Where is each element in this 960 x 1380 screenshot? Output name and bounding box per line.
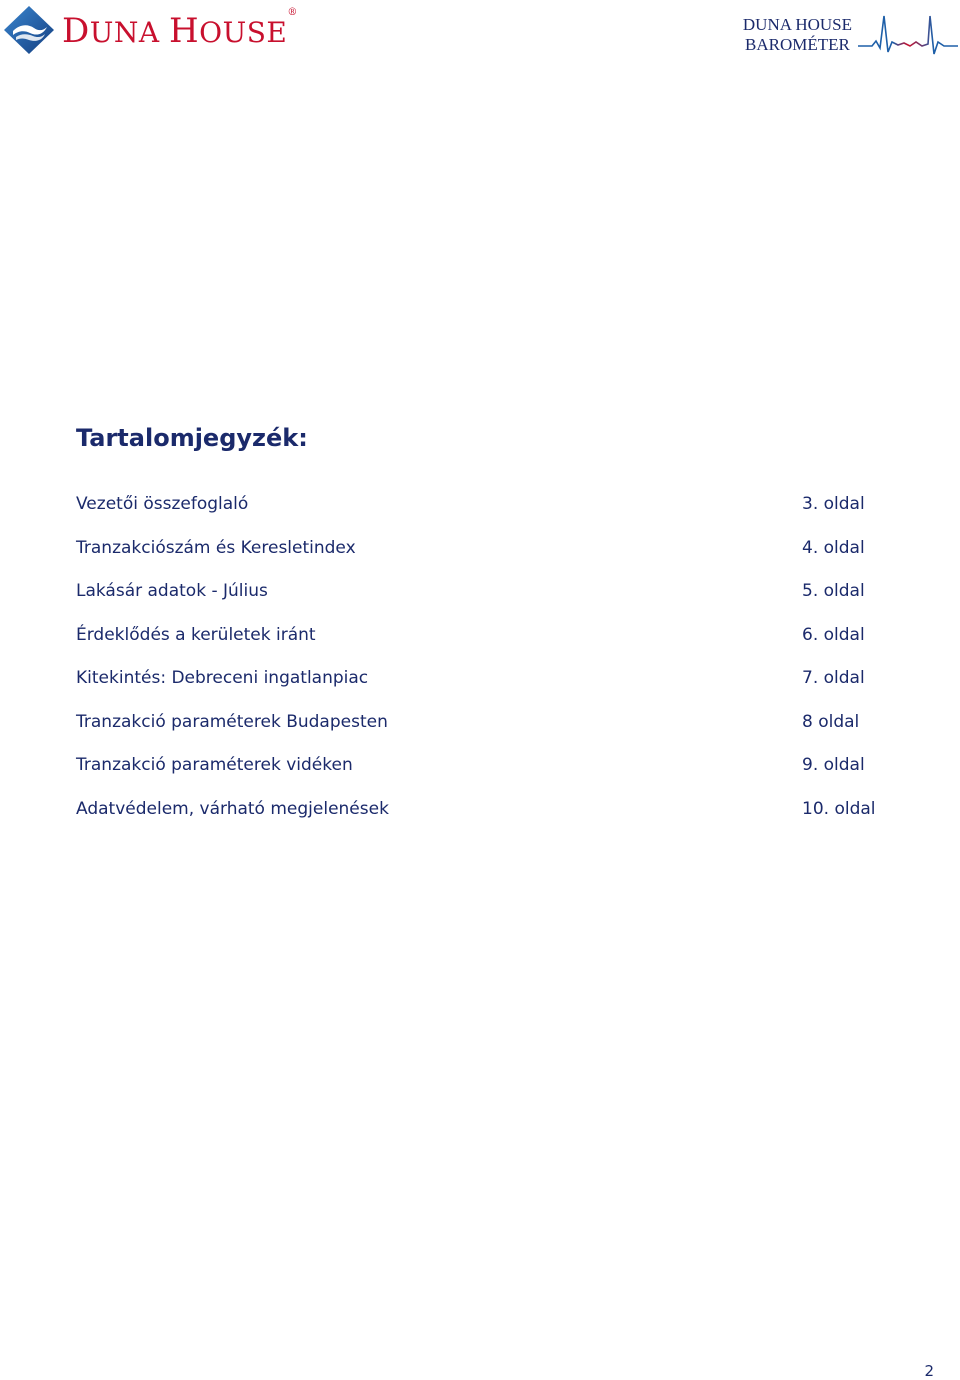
- barometer-line-2: BAROMÉTER: [745, 35, 850, 54]
- toc-entry-page: 10. oldal: [802, 798, 876, 819]
- toc-entry-label: Adatvédelem, várható megjelenések: [76, 798, 389, 819]
- duna-house-diamond-icon: [2, 4, 56, 56]
- toc-entry-data-protection[interactable]: [76, 799, 886, 843]
- toc-list: [76, 494, 886, 842]
- heartbeat-line-icon: [858, 12, 958, 58]
- barometer-wordmark: [743, 15, 852, 55]
- toc-entry-label: Kitekintés: Debreceni ingatlanpiac: [76, 668, 369, 688]
- toc-entry-district-interest[interactable]: [76, 625, 886, 669]
- toc-entry-label: Tranzakció paraméterek Budapesten: [76, 711, 388, 732]
- toc-entry-label: Tranzakciószám és Keresletindex: [76, 537, 356, 558]
- logo-letter-h: H: [168, 11, 200, 51]
- barometer-line-1: DUNA HOUSE: [742, 15, 852, 34]
- toc-entry-page: 3. oldal: [802, 494, 865, 514]
- logo-word-una: UNA: [89, 16, 169, 49]
- toc-entry-label: Érdeklődés a kerületek iránt: [76, 624, 316, 645]
- duna-house-logo: [2, 4, 298, 56]
- registered-mark: ®: [287, 7, 298, 18]
- page-number: 2: [924, 1362, 934, 1380]
- toc-entry-debrecen-market[interactable]: [76, 668, 886, 712]
- toc-entry-page: 6. oldal: [802, 624, 865, 645]
- toc-entry-label: Vezetői összefoglaló: [76, 494, 249, 514]
- toc-entry-transactions-demand[interactable]: [76, 538, 886, 582]
- toc-entry-apartment-prices[interactable]: [76, 581, 886, 625]
- toc-entry-page: 8 oldal: [802, 711, 860, 732]
- toc-title: Tartalomjegyzék:: [76, 424, 308, 452]
- barometer-logo: [743, 12, 958, 58]
- toc-entry-budapest-parameters[interactable]: [76, 712, 886, 756]
- toc-entry-page: 4. oldal: [802, 537, 865, 558]
- toc-entry-label: Tranzakció paraméterek vidéken: [76, 755, 353, 775]
- toc-entry-countryside-parameters[interactable]: [76, 755, 886, 799]
- toc-entry-page: 9. oldal: [802, 755, 865, 775]
- toc-entry-page: 5. oldal: [802, 581, 865, 601]
- toc-entry-executive-summary[interactable]: [76, 494, 886, 538]
- logo-letter-d: D: [62, 11, 90, 51]
- toc-entry-label: Lakásár adatok - Július: [76, 581, 268, 601]
- toc-entry-page: 7. oldal: [802, 668, 865, 688]
- logo-word-ouse: OUSE: [199, 16, 288, 49]
- logo-wordmark: [62, 7, 298, 51]
